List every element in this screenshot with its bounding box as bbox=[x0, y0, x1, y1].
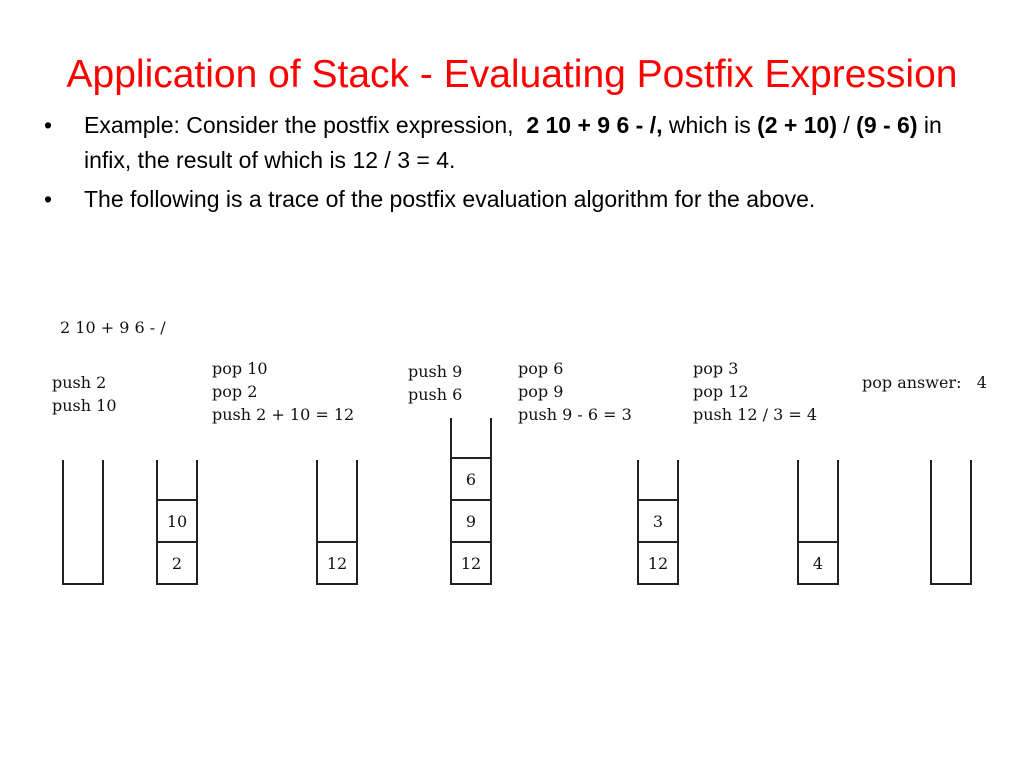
bullet-marker: • bbox=[44, 112, 53, 138]
stack-cell: 12 bbox=[639, 541, 677, 583]
stack-container bbox=[930, 460, 972, 585]
stack-cell: 10 bbox=[158, 499, 196, 541]
infix-left: (2 + 10) bbox=[757, 112, 837, 138]
stack-container bbox=[797, 460, 839, 585]
stack-cell: 4 bbox=[799, 541, 837, 583]
step-operations: pop 3 pop 12 push 12 / 3 = 4 bbox=[693, 359, 818, 424]
example-intro: Example: Consider the postfix expression, bbox=[84, 112, 514, 138]
stack-cell: 3 bbox=[639, 499, 677, 541]
trace-expression: 2 10 + 9 6 - / bbox=[60, 318, 166, 337]
stack-cell: 6 bbox=[452, 457, 490, 499]
stack-cell: 12 bbox=[318, 541, 356, 583]
step-operations: pop 6 pop 9 push 9 - 6 = 3 bbox=[518, 359, 632, 424]
postfix-expression: 2 10 + 9 6 - /, bbox=[526, 112, 663, 138]
stack-container bbox=[62, 460, 104, 585]
infix-right: (9 - 6) bbox=[856, 112, 918, 138]
step-operations: pop 10 pop 2 push 2 + 10 = 12 bbox=[212, 359, 355, 424]
which-is-text: which is bbox=[662, 112, 758, 138]
step-operations: pop answer: 4 bbox=[862, 373, 987, 392]
stack-container bbox=[637, 460, 679, 585]
step-operations: push 2 push 10 bbox=[52, 373, 117, 415]
stack-cell: 12 bbox=[452, 541, 490, 583]
stack-container bbox=[316, 460, 358, 585]
stack-container bbox=[156, 460, 198, 585]
stack-cell: 9 bbox=[452, 499, 490, 541]
bullet-marker: • bbox=[44, 186, 53, 212]
bullet-text bbox=[84, 108, 984, 178]
bullet-text: The following is a trace of the postfix evaluation algorithm for the above. bbox=[84, 186, 816, 212]
infix-divide: / bbox=[837, 112, 857, 138]
slide-title: Application of Stack - Evaluating Postfix Expression bbox=[66, 53, 958, 96]
stack-container bbox=[450, 418, 492, 585]
stack-cell: 2 bbox=[158, 541, 196, 583]
result-text: in infix, the result of which is 12 / 3 = 4. bbox=[84, 112, 942, 173]
step-operations: push 9 push 6 bbox=[408, 362, 463, 404]
